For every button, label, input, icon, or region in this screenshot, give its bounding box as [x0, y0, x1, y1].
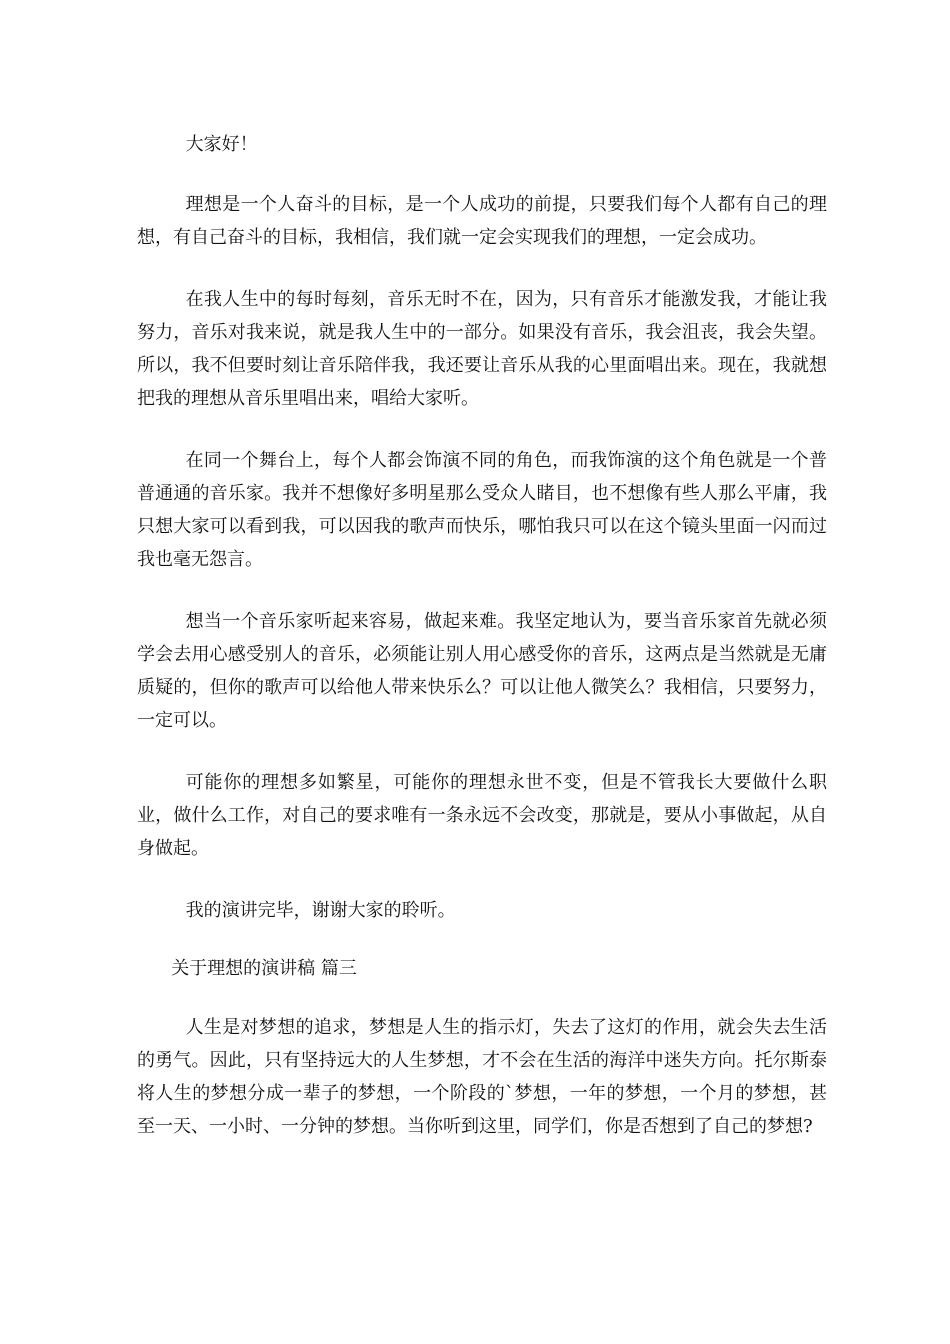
closing-text: 我的演讲完毕，谢谢大家的聆听。: [185, 900, 456, 921]
paragraph-stage-role: 在同一个舞台上，每个人都会饰演不同的角色，而我饰演的这个角色就是一个普普通通的音乐家。我并不想像好多明星那么受众人睹目，也不想像有些人那么平庸，我只想大家可以看到我，可以因我的歌声而快乐，哪怕我只可以在这个镜头里面一闪而过我也毫无怨言。: [137, 450, 827, 570]
section-heading: 关于理想的演讲稿 篇三: [171, 958, 357, 979]
document-page: [137, 128, 827, 1172]
paragraph-ideal-goal: 理想是一个人奋斗的目标，是一个人成功的前提，只要我们每个人都有自己的理想，有自己奋斗的目标，我相信，我们就一定会实现我们的理想，一定会成功。: [137, 194, 827, 248]
paragraph-music-life: 在我人生中的每时每刻，音乐无时不在，因为，只有音乐才能激发我，才能让我努力，音乐对我来说，就是我人生中的一部分。如果没有音乐，我会沮丧，我会失望。所以，我不但要时刻让音乐陪伴我，我还要让音乐从我的心里面唱出来。现在，我就想把我的理想从音乐里唱出来，唱给大家听。: [137, 289, 827, 409]
greeting-text: 大家好！: [185, 134, 258, 155]
paragraph-start-small: 可能你的理想多如繁星，可能你的理想永世不变，但是不管我长大要做什么职业，做什么工作，对自己的要求唯有一条永远不会改变，那就是，要从小事做起，从自身做起。: [137, 772, 827, 859]
paragraph-life-dream: 人生是对梦想的追求，梦想是人生的指示灯，失去了这灯的作用，就会失去生活的勇气。因此，只有坚持远大的人生梦想，才不会在生活的海洋中迷失方向。托尔斯泰将人生的梦想分成一辈子的梦想，一个阶段的`梦想，一年的梦想，一个月的梦想，甚至一天、一小时、一分钟的梦想。当你听到这里，同学们，你是否想到了自己的梦想?: [137, 1017, 827, 1137]
paragraph-musician-effort: 想当一个音乐家听起来容易，做起来难。我坚定地认为，要当音乐家首先就必须学会去用心感受别人的音乐，必须能让别人用心感受你的音乐，这两点是当然就是无庸质疑的，但你的歌声可以给他人带来快乐么？可以让他人微笑么？我相信，只要努力，一定可以。: [137, 611, 827, 731]
